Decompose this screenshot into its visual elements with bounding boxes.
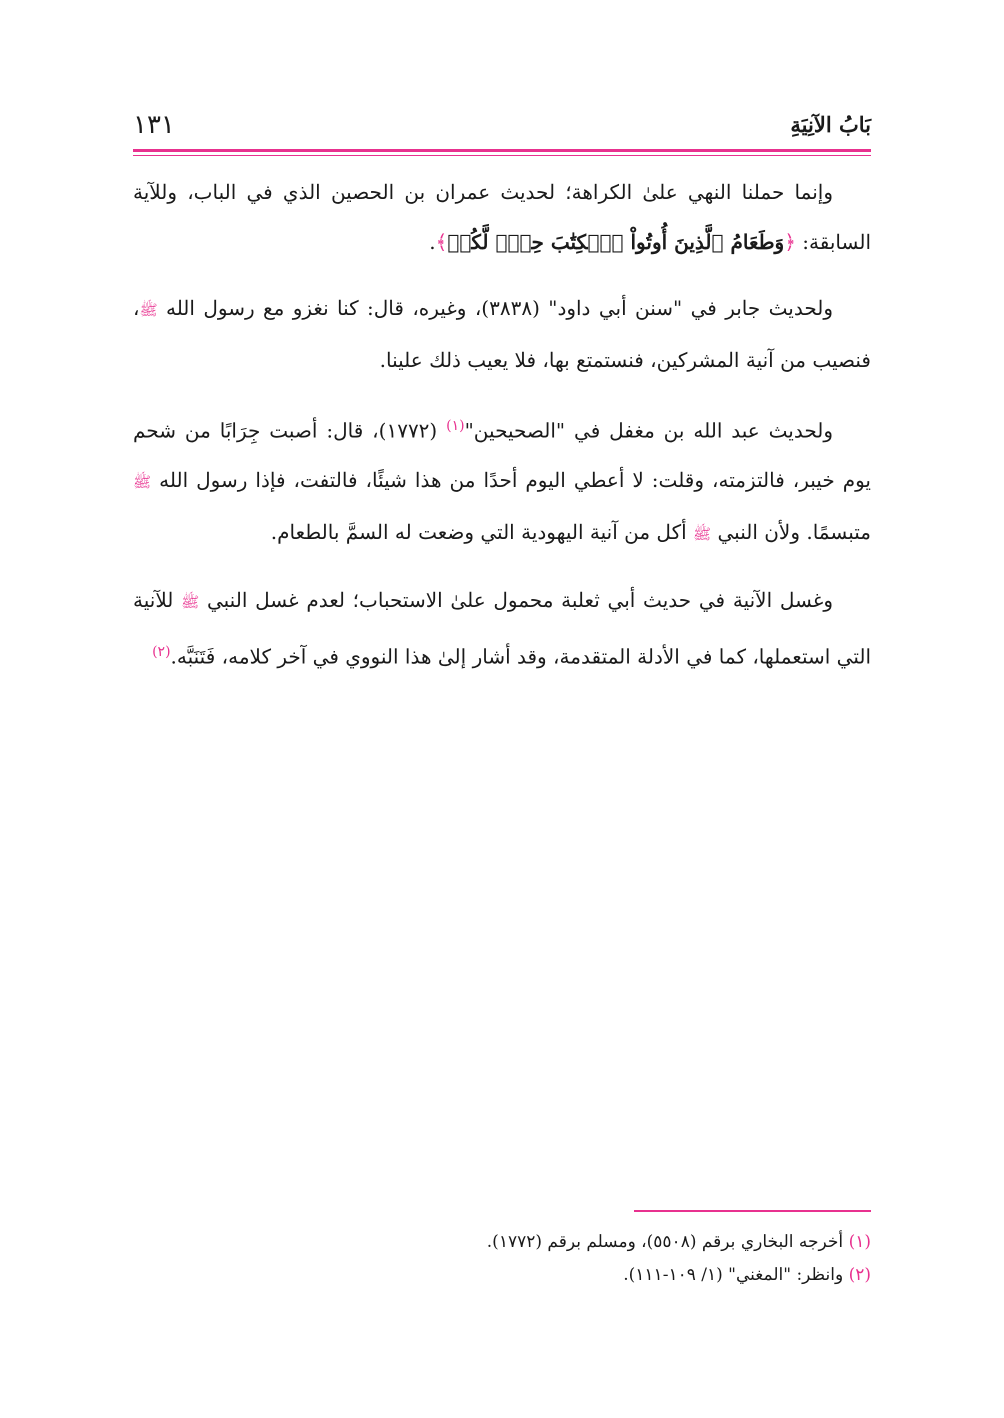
paragraph-text: ولحديث جابر في "سنن أبي داود" (٣٨٣٨)، وغيره، قال: كنا نغزو مع رسول الله [157, 296, 834, 320]
header-rule-thick [133, 149, 871, 152]
footnote-text: أخرجه البخاري برقم (٥٥٠٨)، ومسلم برقم (١٧٧٢). [486, 1232, 849, 1252]
footnote-text: وانظر: "المغني" (١/ ١٠٩-١١١). [623, 1265, 849, 1285]
header-rule-thin [133, 155, 871, 156]
footnote-1 [133, 1226, 871, 1259]
footnotes [133, 1226, 871, 1292]
quran-bracket-close: ﴾ [435, 229, 448, 254]
page-number: ١٣١ [133, 110, 175, 140]
page-header [133, 112, 871, 148]
salutation-glyph: ﷺ [693, 524, 712, 543]
salutation-glyph: ﷺ [139, 301, 158, 319]
paragraph-text: وإنما حملنا النهي علىٰ الكراهة؛ لحديث عمران بن الحصين الذي في الباب، وللآية السابقة: [133, 180, 871, 254]
paragraph-text: متبسمًا. ولأن النبي [711, 519, 871, 544]
salutation-glyph: ﷺ [181, 593, 200, 612]
footnote-ref-2[interactable]: (٢) [152, 643, 171, 660]
footnote-number: (٢) [848, 1265, 871, 1285]
footnote-number: (١) [848, 1232, 871, 1252]
paragraph-2 [133, 284, 871, 385]
footnote-ref-1[interactable]: (١) [446, 418, 465, 434]
salutation-glyph: ﷺ [133, 473, 152, 492]
main-text [133, 168, 871, 699]
paragraph-4 [133, 576, 871, 682]
paragraph-text: أكل من آنية اليهودية التي وضعت له السمَّ بالطعام. [270, 519, 694, 544]
paragraph-text: للآنية التي استعملها، كما في الأدلة المتقدمة، وقد أشار إلىٰ هذا النووي في آخر كلامه، فَتَنَبَّه. [133, 588, 871, 669]
paragraph-text: (١٧٧٢)، قال: أصبت جِرَابًا من شحم يوم خيبر، فالتزمته، وقلت: لا أعطي اليوم أحدًا من هذا شيئًا، فالتفت، فإذا رسول الله [133, 418, 871, 493]
paragraph-text: ولحديث عبد الله بن مغفل في "الصحيحين" [464, 418, 834, 443]
quran-bracket-open: ﴿ [784, 229, 796, 254]
paragraph-text: ، فنصيب من آنية المشركين، فنستمتع بها، فلا يعيب ذلك علينا. [133, 296, 871, 372]
footnote-2 [133, 1259, 871, 1292]
paragraph-1 [133, 168, 871, 267]
paragraph-text: . [429, 229, 436, 254]
paragraph-text: وغسل الآنية في حديث أبي ثعلبة محمول علىٰ الاستحباب؛ لعدم غسل النبي [199, 588, 833, 613]
chapter-title: بَابُ الآنِيَةِ [790, 112, 871, 137]
quran-verse: وَطَعَامُ ٱلَّذِينَ أُوتُواْ ٱلۡكِتَٰبَ حِلّٞ لَّكُمۡ [447, 229, 785, 254]
paragraph-3 [133, 402, 871, 559]
footnote-rule [634, 1210, 871, 1212]
